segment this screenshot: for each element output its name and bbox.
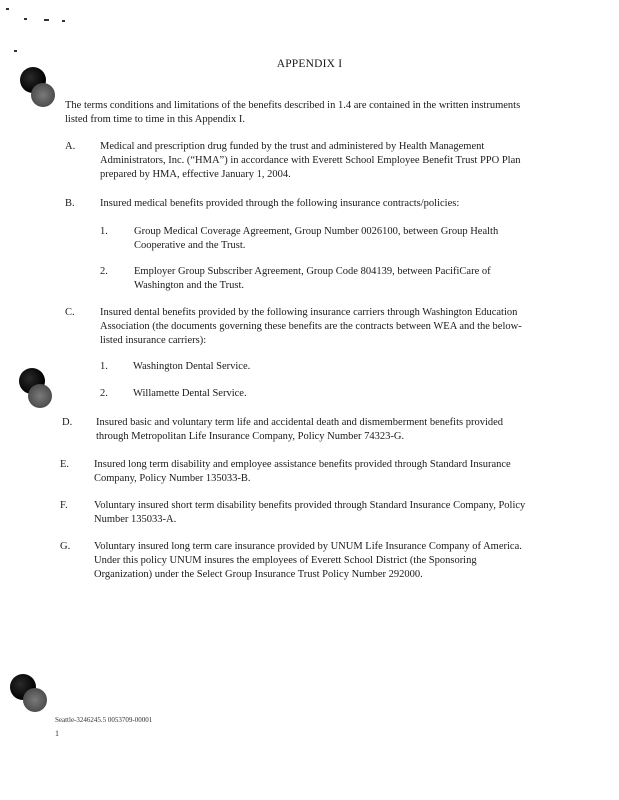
list-item-a-marker: A. [65,141,76,152]
list-item-b [65,197,535,213]
list-item-b-2 [100,265,535,295]
list-item-b-1-text: Group Medical Coverage Agreement, Group Number 0026100, between Group Health Cooperative and the Trust. [134,226,499,251]
list-item-b-2-text: Employer Group Subscriber Agreement, Group Code 804139, between PacifiCare of Washington and the Trust. [134,266,491,291]
list-item-d-text: Insured basic and voluntary term life and accidental death and dismemberment benefits provided through Metropolitan Life Insurance Company, Policy Number 74323-G. [96,417,504,442]
list-item-c-2-marker: 2. [100,388,108,399]
list-item-f [60,499,530,529]
list-item-b-1 [100,225,535,255]
list-item-e [60,458,530,488]
list-item-b-1-marker: 1. [100,226,108,237]
list-item-c-1-text: Washington Dental Service. [133,361,251,372]
page-number: 1 [55,729,59,738]
list-item-c [65,306,535,351]
scan-speck [24,18,27,20]
list-item-g-text: Voluntary insured long term care insurance provided by UNUM Life Insurance Company of America. Under this policy UNUM insures the employees of Everett School District (the Sponsoring Organization) under the Select Group Insurance Trust Policy Number 292000. [94,541,522,580]
scan-speck [6,8,9,10]
intro-paragraph: The terms conditions and limitations of the benefits described in 1.4 are contained in the written instruments listed from time to time in this Appendix I. [65,100,521,125]
list-item-g-marker: G. [60,541,71,552]
list-item-c-marker: C. [65,307,75,318]
list-item-b-marker: B. [65,198,75,209]
binder-hole-top-shadow [31,83,55,107]
list-item-f-text: Voluntary insured short term disability benefits provided through Standard Insurance Company, Policy Number 135033-A. [94,500,526,525]
list-item-a [65,140,535,185]
list-item-c-1 [100,360,535,376]
appendix-title: APPENDIX I [276,58,343,70]
list-item-d-marker: D. [62,417,73,428]
list-item-g [60,540,530,598]
list-item-a-text: Medical and prescription drug funded by the trust and administered by Health Management Administrators, Inc. (“HMA”) in accordance with Everett School Employee Benefit Trust PPO Plan prepared by HMA, effective January 1, 2004. [100,141,521,180]
list-item-e-marker: E. [60,459,70,470]
binder-hole-middle-shadow [28,384,52,408]
list-item-d [62,416,532,446]
binder-hole-bottom-shadow [23,688,47,712]
scan-speck [62,20,65,22]
scan-speck [14,50,17,52]
list-item-c-1-marker: 1. [100,361,108,372]
document-id-footer: Seattle-3246245.5 0053709-00001 [55,716,153,724]
list-item-f-marker: F. [60,500,68,511]
list-item-c-2-text: Willamette Dental Service. [133,388,247,399]
list-item-c-2 [100,387,535,403]
list-item-c-text: Insured dental benefits provided by the following insurance carriers through Washington Education Association (the documents governing these benefits are the contracts between WEA and the below-listed insurance carriers): [100,307,522,346]
list-item-b-text: Insured medical benefits provided through the following insurance contracts/policies: [100,198,460,209]
scan-speck [44,19,49,21]
list-item-e-text: Insured long term disability and employee assistance benefits provided through Standard Insurance Company, Policy Number 135033-B. [94,459,511,484]
list-item-b-2-marker: 2. [100,266,108,277]
